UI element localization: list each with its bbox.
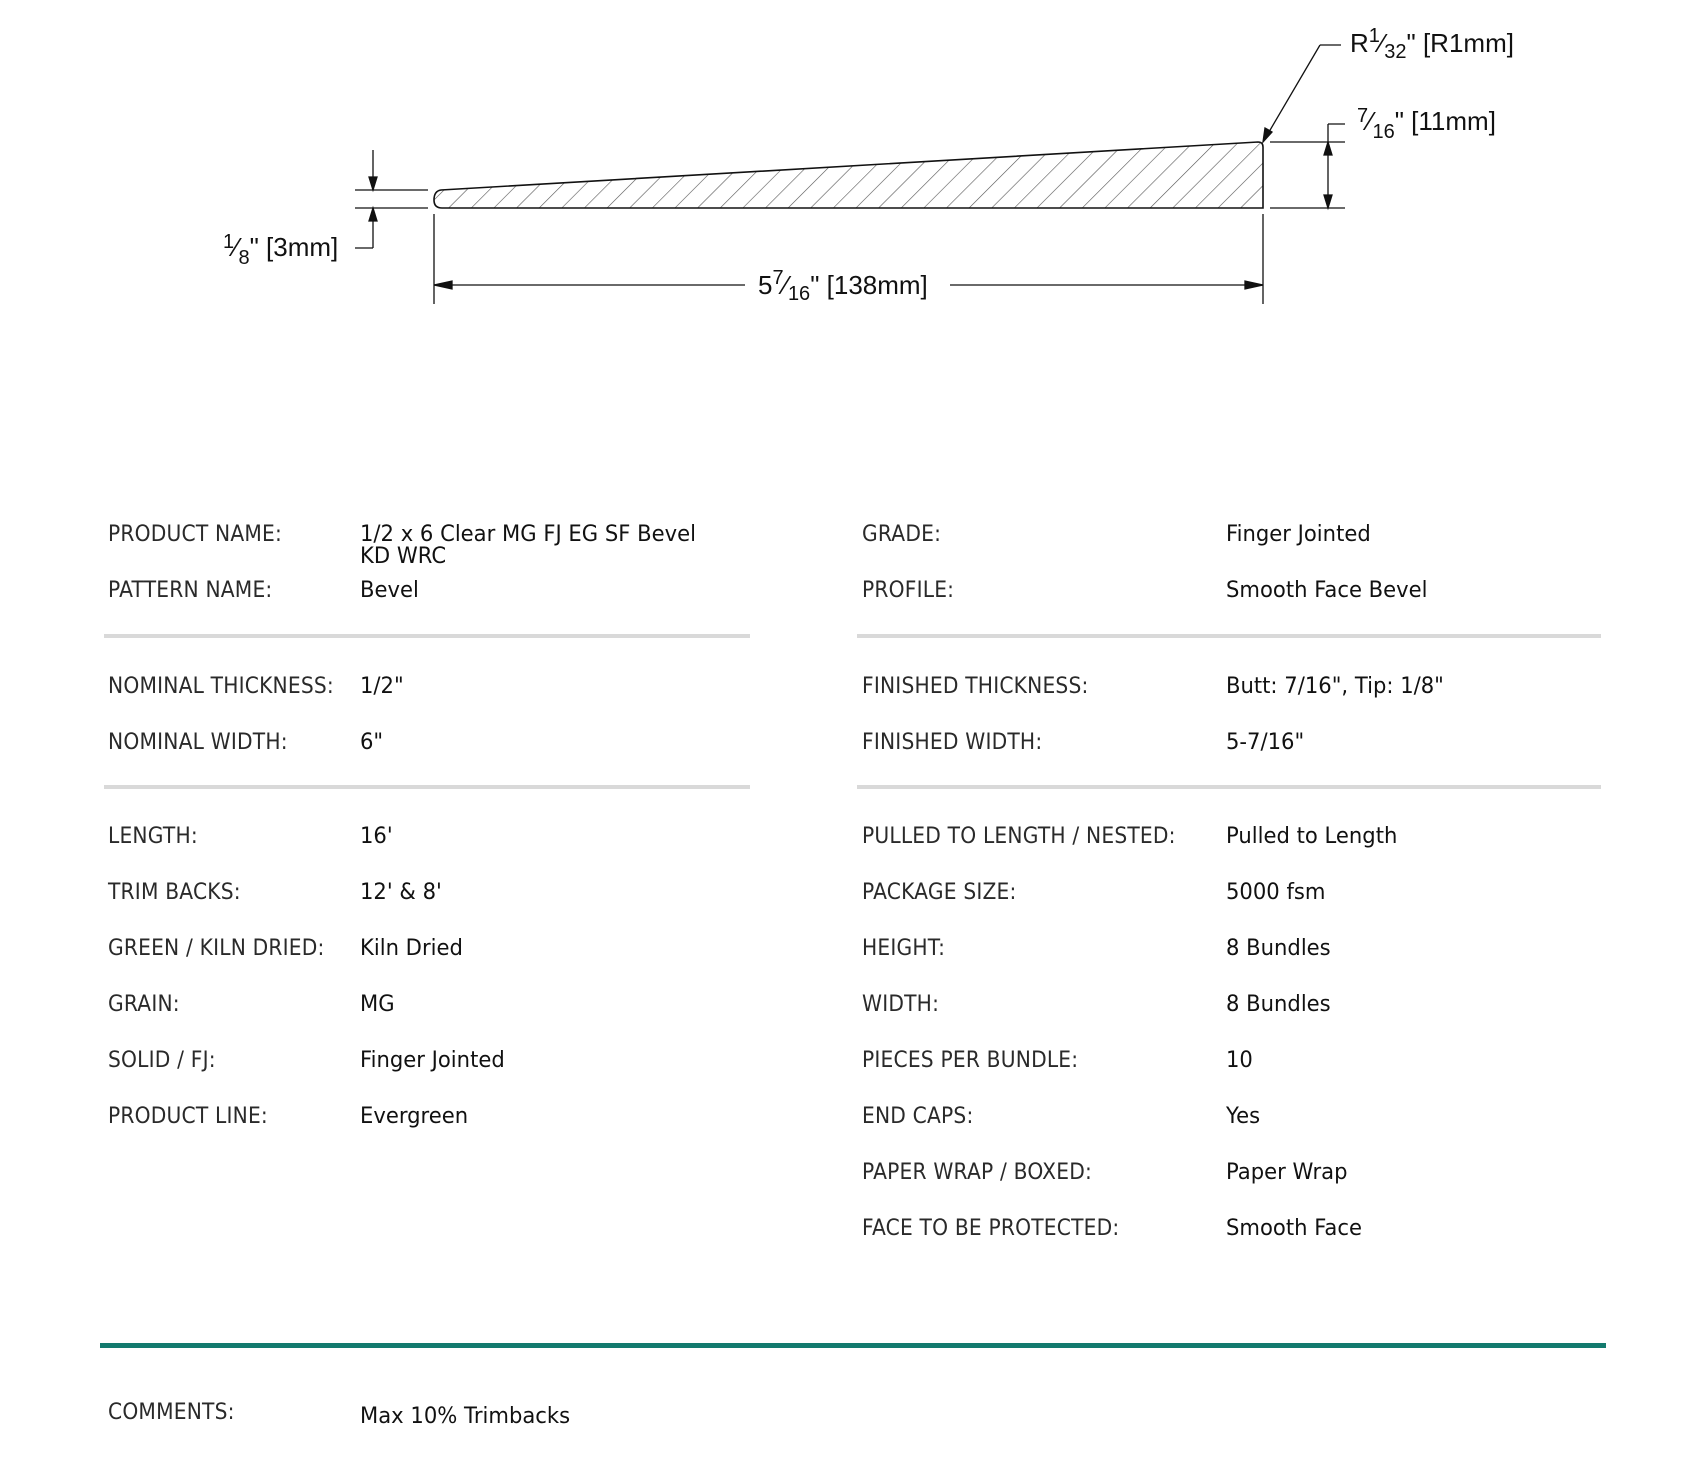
board-profile (434, 142, 1263, 208)
divider (857, 634, 1601, 638)
divider (104, 785, 750, 789)
profile-drawing (0, 0, 1700, 360)
paper-wrap-value: Paper Wrap (1226, 1160, 1348, 1185)
end-caps-value: Yes (1226, 1104, 1261, 1129)
pieces-per-bundle-value: 10 (1226, 1048, 1253, 1073)
grain-value: MG (360, 992, 395, 1017)
tip-dimension-label: $^1⁄_8$" [3mm] (223, 231, 339, 269)
butt-dimension-label: $^7⁄_{16}$" [11mm] (1357, 105, 1496, 143)
finished-width-label: FINISHED WIDTH: (862, 730, 1043, 755)
paper-wrap-label: PAPER WRAP / BOXED: (862, 1160, 1092, 1185)
grade-value: Finger Jointed (1226, 522, 1371, 547)
pattern-name-value: Bevel (360, 578, 419, 603)
comments-label: COMMENTS: (108, 1400, 235, 1425)
face-protected-value: Smooth Face (1226, 1216, 1362, 1241)
product-line-label: PRODUCT LINE: (108, 1104, 268, 1129)
tip-dimension (355, 150, 428, 248)
width-label: WIDTH: (862, 992, 940, 1017)
trim-backs-value: 12' & 8' (360, 880, 442, 905)
solid-fj-label: SOLID / FJ: (108, 1048, 216, 1073)
butt-dimension (1270, 124, 1345, 208)
nominal-width-label: NOMINAL WIDTH: (108, 730, 288, 755)
nominal-width-value: 6" (360, 730, 384, 755)
divider (104, 634, 750, 638)
end-caps-label: END CAPS: (862, 1104, 974, 1129)
radius-leader (1263, 45, 1341, 142)
grade-label: GRADE: (862, 522, 942, 547)
divider (857, 785, 1601, 789)
width-dimension-label: $5^7⁄_{16}$" [138mm] (758, 267, 928, 305)
height-value: 8 Bundles (1226, 936, 1331, 961)
green-kiln-dried-value: Kiln Dried (360, 936, 463, 961)
green-kiln-dried-label: GREEN / KILN DRIED: (108, 936, 325, 961)
nominal-thickness-value: 1/2" (360, 674, 404, 699)
radius-label: $R^1⁄_{32}$" [R1mm] (1350, 25, 1514, 63)
height-label: HEIGHT: (862, 936, 946, 961)
grain-label: GRAIN: (108, 992, 180, 1017)
pulled-to-length-value: Pulled to Length (1226, 824, 1398, 849)
finished-width-value: 5-7/16" (1226, 730, 1305, 755)
product-name-value: 1/2 x 6 Clear MG FJ EG SF Bevel KD WRC (360, 522, 696, 569)
pulled-to-length-label: PULLED TO LENGTH / NESTED: (862, 824, 1176, 849)
length-label: LENGTH: (108, 824, 198, 849)
product-line-value: Evergreen (360, 1104, 469, 1129)
section-rule (100, 1343, 1606, 1348)
trim-backs-label: TRIM BACKS: (108, 880, 241, 905)
package-size-value: 5000 fsm (1226, 880, 1326, 905)
profile-value: Smooth Face Bevel (1226, 578, 1428, 603)
width-value: 8 Bundles (1226, 992, 1331, 1017)
pieces-per-bundle-label: PIECES PER BUNDLE: (862, 1048, 1079, 1073)
length-value: 16' (360, 824, 393, 849)
face-protected-label: FACE TO BE PROTECTED: (862, 1216, 1120, 1241)
finished-thickness-value: Butt: 7/16", Tip: 1/8" (1226, 674, 1444, 699)
product-name-label: PRODUCT NAME: (108, 522, 282, 547)
finished-thickness-label: FINISHED THICKNESS: (862, 674, 1089, 699)
pattern-name-label: PATTERN NAME: (108, 578, 273, 603)
package-size-label: PACKAGE SIZE: (862, 880, 1017, 905)
solid-fj-value: Finger Jointed (360, 1048, 505, 1073)
comments-value: Max 10% Trimbacks (360, 1404, 571, 1429)
profile-label: PROFILE: (862, 578, 955, 603)
nominal-thickness-label: NOMINAL THICKNESS: (108, 674, 334, 699)
